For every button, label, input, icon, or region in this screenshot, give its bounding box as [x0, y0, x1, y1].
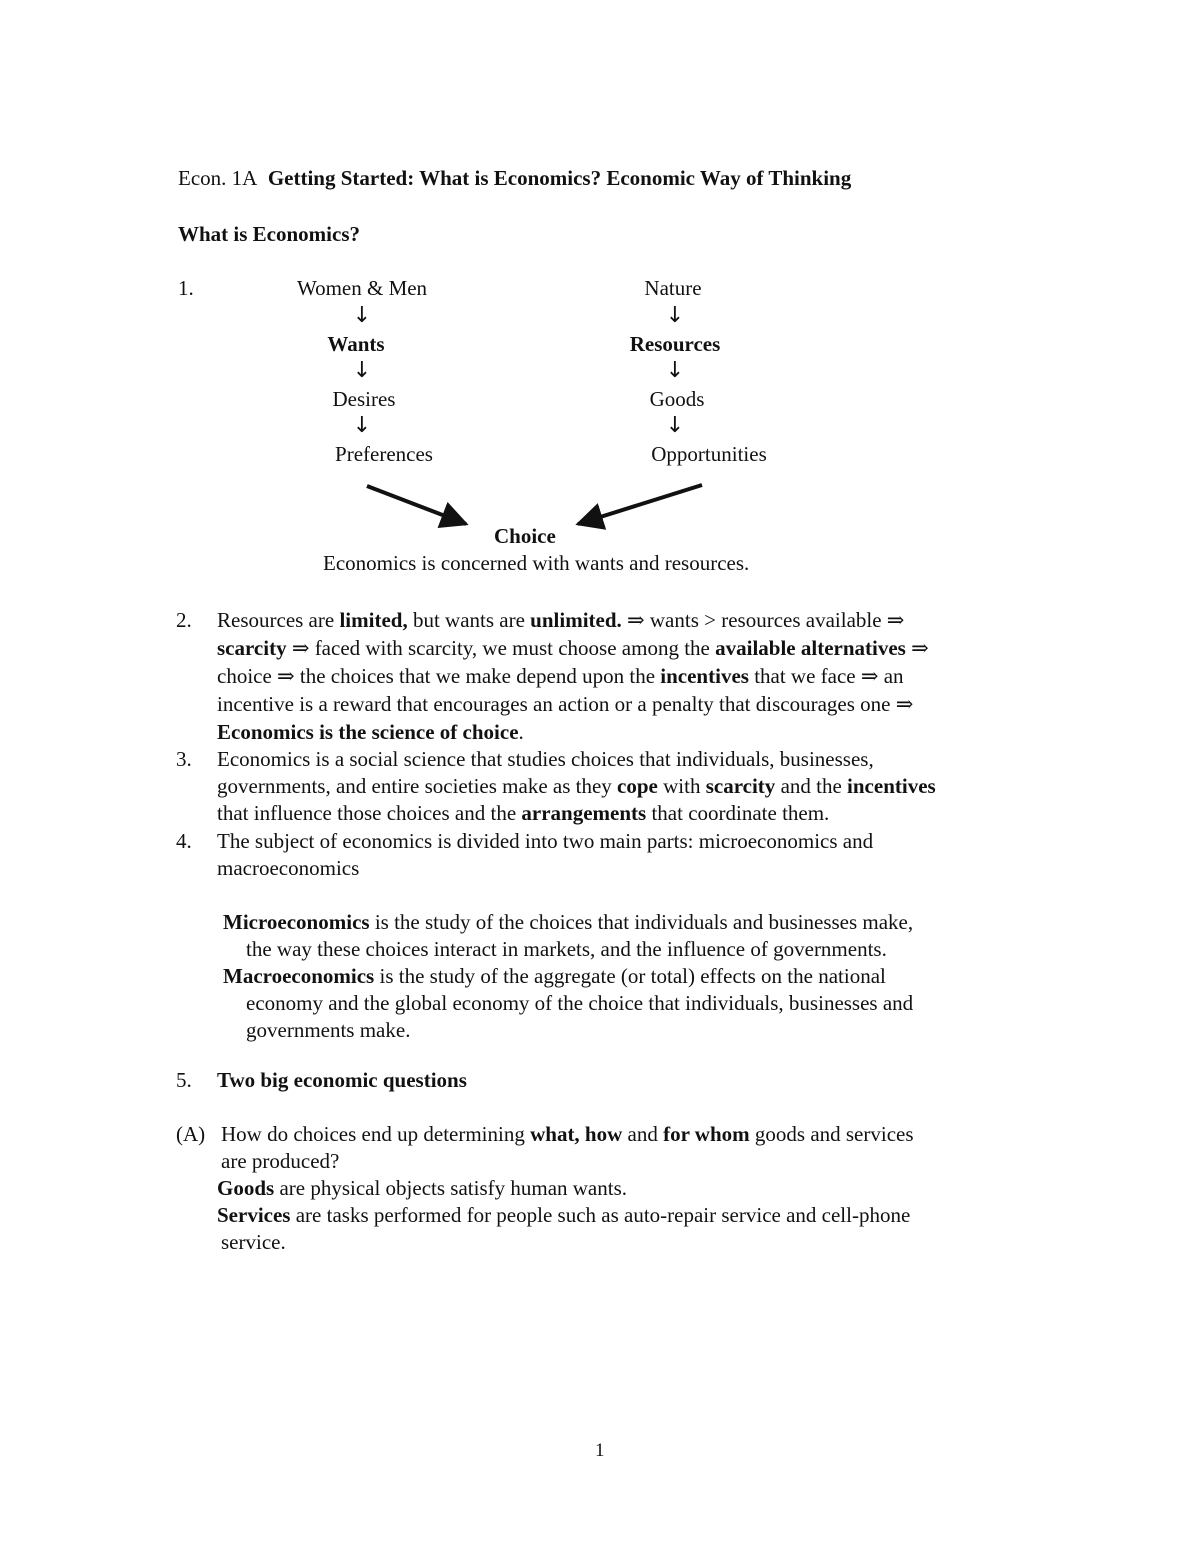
question-a-line-1: How do choices end up determining what, how and for whom goods and services [221, 1122, 914, 1146]
arrow-to-choice-left [367, 486, 466, 524]
item2-line-5: Economics is the science of choice. [217, 720, 524, 744]
course-code: Econ. 1A [178, 166, 258, 190]
micro-definition-line-2: the way these choices interact in markets, and the influence of governments. [246, 937, 887, 961]
right-node-nature: Nature [644, 276, 702, 300]
question-a-line-2: are produced? [221, 1149, 340, 1173]
services-definition-line-2: service. [221, 1230, 286, 1254]
converging-arrows [0, 0, 1200, 560]
right-node-resources: Resources [629, 332, 721, 356]
item2-line-2: scarcity ⇒ faced with scarcity, we must choose among the available alternatives ⇒ [217, 636, 929, 660]
item-number-3: 3. [176, 747, 192, 771]
item4-line-2: macroeconomics [217, 856, 360, 880]
arrow-to-choice-right [578, 485, 702, 524]
services-definition-line-1: Services are tasks performed for people such as auto-repair service and cell-phone [217, 1203, 911, 1227]
goods-definition: Goods are physical objects satisfy human wants. [217, 1176, 628, 1200]
macro-definition-line-3: governments make. [246, 1018, 411, 1042]
document-title: Getting Started: What is Economics? Economic Way of Thinking [267, 166, 852, 190]
macro-definition-line-2: economy and the global economy of the choice that individuals, businesses and [246, 991, 914, 1015]
diagram-caption: Economics is concerned with wants and resources. [323, 551, 750, 575]
left-node-preferences: Preferences [335, 442, 433, 466]
down-arrow-icon: ↓ [352, 413, 372, 438]
question-a-label: (A) [176, 1122, 206, 1146]
down-arrow-icon: ↓ [352, 303, 372, 328]
right-node-opportunities: Opportunities [651, 442, 767, 466]
item-number-4: 4. [176, 829, 192, 853]
item-number-2: 2. [176, 608, 192, 632]
item-number-5: 5. [176, 1068, 192, 1092]
section-heading: What is Economics? [178, 222, 361, 246]
left-node-wants: Wants [327, 332, 385, 356]
left-node-women-men: Women & Men [296, 276, 428, 300]
item-number-1: 1. [178, 276, 194, 300]
micro-definition-line-1: Microeconomics is the study of the choices that individuals and businesses make, [223, 910, 914, 934]
item3-line-3: that influence those choices and the arrangements that coordinate them. [217, 801, 830, 825]
item2-line-4: incentive is a reward that encourages an action or a penalty that discourages one ⇒ [217, 692, 914, 716]
item2-line-1: Resources are limited, but wants are unlimited. ⇒ wants > resources available ⇒ [217, 608, 905, 632]
item4-line-1: The subject of economics is divided into two main parts: microeconomics and [217, 829, 874, 853]
down-arrow-icon: ↓ [665, 358, 685, 383]
page-number: 1 [595, 1440, 605, 1461]
item3-line-2: governments, and entire societies make as they cope with scarcity and the incentives [217, 774, 936, 798]
item3-line-1: Economics is a social science that studies choices that individuals, businesses, [217, 747, 874, 771]
left-node-desires: Desires [332, 387, 396, 411]
down-arrow-icon: ↓ [665, 413, 685, 438]
down-arrow-icon: ↓ [665, 303, 685, 328]
choice-node: Choice [494, 524, 556, 548]
item2-line-3: choice ⇒ the choices that we make depend upon the incentives that we face ⇒ an [217, 664, 904, 688]
down-arrow-icon: ↓ [352, 358, 372, 383]
right-node-goods: Goods [649, 387, 705, 411]
macro-definition-line-1: Macroeconomics is the study of the aggregate (or total) effects on the national [223, 964, 886, 988]
item5-heading: Two big economic questions [217, 1068, 467, 1092]
